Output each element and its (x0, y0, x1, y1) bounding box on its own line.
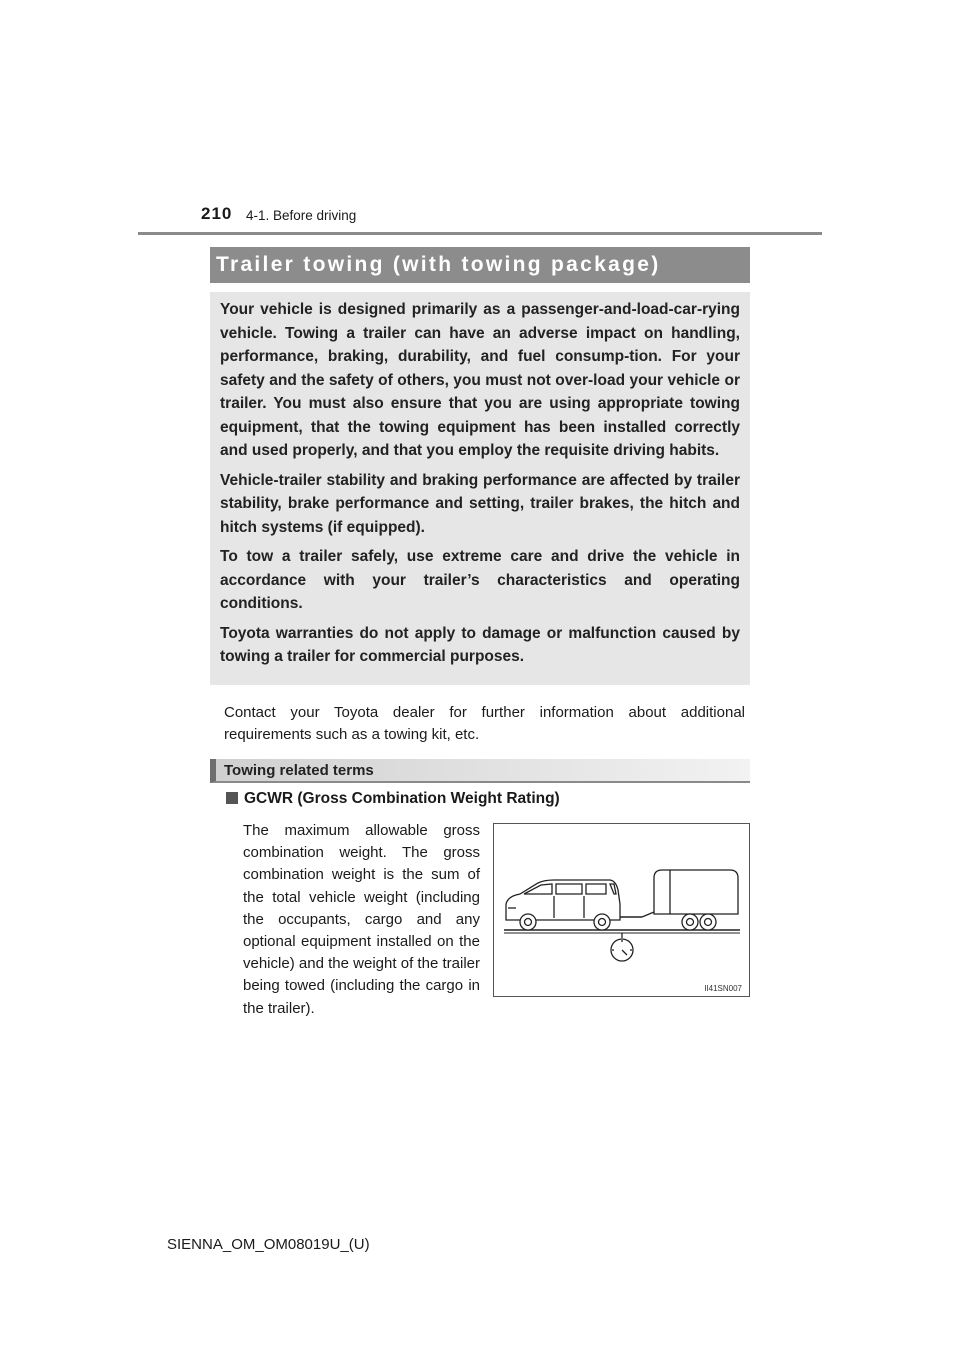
gcwr-illustration (493, 823, 750, 997)
gcwr-heading (226, 790, 560, 808)
section-label: 4-1. Before driving (246, 208, 357, 223)
contact-dealer-text: Contact your Toyota dealer for further information about additional requirements such as a towing kit, etc. (224, 704, 745, 743)
intro-paragraph: Toyota warranties do not apply to damage or malfunction caused by towing a trailer for commercial purposes. (220, 624, 740, 665)
intro-paragraph: Vehicle-trailer stability and braking performance are affected by trailer stability, brake performance and setting, trailer brakes, the hitch and hitch systems (if equipped). (220, 471, 740, 536)
square-bullet-icon (226, 792, 238, 804)
intro-paragraph: Your vehicle is designed primarily as a passenger-and-load-car-rying vehicle. Towing a trailer can have an adverse impact on handling, performance, braking, durability, and fuel consump-tion. For your safety and the safety of others, you must not over-load your vehicle or trailer. You must also ensure that you are using appropriate towing equipment, that the towing equipment has been installed correctly and used properly, and that you employ the requisite driving habits. (220, 301, 740, 459)
figure-code: II41SN007 (704, 984, 742, 993)
header-divider (138, 232, 822, 235)
gcwr-heading-text: GCWR (Gross Combination Weight Rating) (244, 790, 560, 807)
gcwr-illustration-drawing (494, 824, 751, 998)
minivan-icon (506, 880, 620, 930)
trailer-icon (642, 870, 738, 930)
intro-box (210, 292, 750, 685)
intro-paragraph: To tow a trailer safely, use extreme care and drive the vehicle in accordance with your trailer’s characteristics and operating conditions. (220, 548, 740, 612)
gcwr-description: The maximum allowable gross combination weight. The gross combination weight is the sum of the total vehicle weight (including the occupants, cargo and any optional equipment installed on the vehicle) and the weight of the trailer being towed (including the cargo in the trailer). (243, 822, 480, 1017)
scale-dial-icon (611, 933, 633, 961)
page-title: Trailer towing (with towing package) (210, 247, 750, 283)
footer-document-code: SIENNA_OM_OM08019U_(U) (167, 1236, 370, 1253)
towing-terms-heading: Towing related terms (210, 759, 750, 783)
page-number: 210 (201, 204, 233, 223)
